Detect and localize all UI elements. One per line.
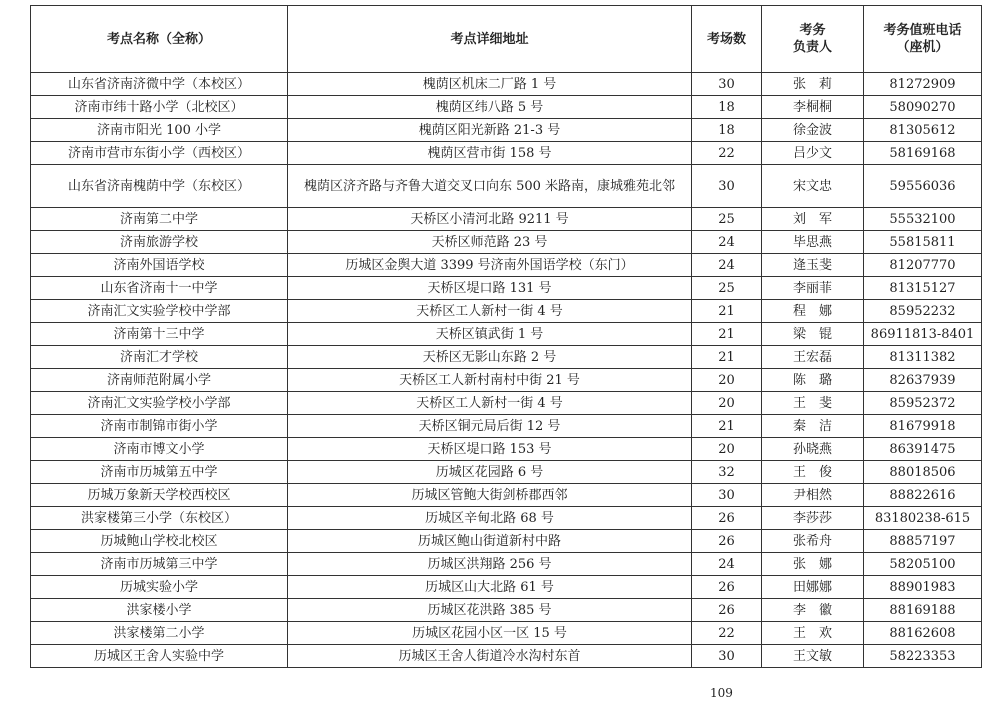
table-row [31, 622, 982, 645]
cell-site-name: 历城区王舍人实验中学 [31, 645, 288, 668]
cell-address: 天桥区镇武街 1 号 [288, 323, 692, 346]
cell-site-name: 济南第十三中学 [31, 323, 288, 346]
cell-duty-phone: 83180238-615 [864, 507, 982, 530]
cell-person-in-charge: 刘 军 [762, 208, 864, 231]
cell-address: 历城区花洪路 385 号 [288, 599, 692, 622]
cell-duty-phone: 81311382 [864, 346, 982, 369]
cell-duty-phone: 81305612 [864, 119, 982, 142]
cell-room-count: 26 [692, 599, 762, 622]
cell-address: 天桥区堤口路 131 号 [288, 277, 692, 300]
cell-address: 槐荫区营市街 158 号 [288, 142, 692, 165]
cell-person-in-charge: 徐金波 [762, 119, 864, 142]
cell-room-count: 25 [692, 208, 762, 231]
cell-site-name: 济南汇文实验学校中学部 [31, 300, 288, 323]
cell-person-in-charge: 宋文忠 [762, 165, 864, 208]
cell-room-count: 26 [692, 530, 762, 553]
cell-duty-phone: 81272909 [864, 73, 982, 96]
cell-room-count: 21 [692, 323, 762, 346]
table-row [31, 119, 982, 142]
cell-person-in-charge: 梁 锟 [762, 323, 864, 346]
table-row [31, 461, 982, 484]
table-row [31, 438, 982, 461]
cell-person-in-charge: 张 莉 [762, 73, 864, 96]
cell-room-count: 20 [692, 369, 762, 392]
table-row [31, 73, 982, 96]
cell-address: 历城区王舍人街道冷水沟村东首 [288, 645, 692, 668]
cell-site-name: 济南汇才学校 [31, 346, 288, 369]
cell-person-in-charge: 张希舟 [762, 530, 864, 553]
cell-room-count: 30 [692, 165, 762, 208]
cell-address: 历城区山大北路 61 号 [288, 576, 692, 599]
header-site-name: 考点名称（全称） [31, 6, 288, 73]
cell-room-count: 21 [692, 300, 762, 323]
cell-room-count: 24 [692, 231, 762, 254]
cell-person-in-charge: 吕少文 [762, 142, 864, 165]
cell-site-name: 济南市阳光 100 小学 [31, 119, 288, 142]
cell-person-in-charge: 程 娜 [762, 300, 864, 323]
cell-room-count: 26 [692, 576, 762, 599]
cell-site-name: 山东省济南济微中学（本校区） [31, 73, 288, 96]
table-row [31, 142, 982, 165]
cell-person-in-charge: 尹相然 [762, 484, 864, 507]
cell-duty-phone: 58205100 [864, 553, 982, 576]
exam-site-table [30, 5, 982, 668]
cell-room-count: 18 [692, 96, 762, 119]
table-body [31, 73, 982, 668]
cell-site-name: 洪家楼第三小学（东校区） [31, 507, 288, 530]
cell-address: 历城区花园小区一区 15 号 [288, 622, 692, 645]
cell-duty-phone: 88857197 [864, 530, 982, 553]
cell-duty-phone: 58090270 [864, 96, 982, 119]
table-row [31, 346, 982, 369]
cell-site-name: 历城万象新天学校西校区 [31, 484, 288, 507]
cell-duty-phone: 58169168 [864, 142, 982, 165]
cell-room-count: 30 [692, 484, 762, 507]
cell-address: 天桥区工人新村南村中街 21 号 [288, 369, 692, 392]
cell-person-in-charge: 王文敏 [762, 645, 864, 668]
header-address: 考点详细地址 [288, 6, 692, 73]
cell-address: 历城区辛甸北路 68 号 [288, 507, 692, 530]
cell-room-count: 30 [692, 645, 762, 668]
page-number: 109 [710, 686, 733, 700]
cell-duty-phone: 82637939 [864, 369, 982, 392]
cell-duty-phone: 88162608 [864, 622, 982, 645]
table-row [31, 415, 982, 438]
cell-duty-phone: 88018506 [864, 461, 982, 484]
cell-duty-phone: 81207770 [864, 254, 982, 277]
cell-person-in-charge: 王宏磊 [762, 346, 864, 369]
cell-duty-phone: 88169188 [864, 599, 982, 622]
cell-person-in-charge: 李桐桐 [762, 96, 864, 119]
cell-site-name: 济南汇文实验学校小学部 [31, 392, 288, 415]
table-row [31, 553, 982, 576]
cell-address: 历城区洪翔路 256 号 [288, 553, 692, 576]
cell-duty-phone: 81315127 [864, 277, 982, 300]
cell-duty-phone: 55532100 [864, 208, 982, 231]
table-row [31, 165, 982, 208]
cell-duty-phone: 86911813-8401 [864, 323, 982, 346]
cell-duty-phone: 58223353 [864, 645, 982, 668]
cell-site-name: 济南外国语学校 [31, 254, 288, 277]
cell-site-name: 山东省济南槐荫中学（东校区） [31, 165, 288, 208]
cell-room-count: 20 [692, 392, 762, 415]
table-row [31, 392, 982, 415]
header-duty-phone: 考务值班电话 （座机） [864, 6, 982, 73]
table-row [31, 323, 982, 346]
cell-room-count: 21 [692, 415, 762, 438]
table-row [31, 254, 982, 277]
table-row [31, 507, 982, 530]
table-row [31, 231, 982, 254]
table-row [31, 300, 982, 323]
cell-duty-phone: 88901983 [864, 576, 982, 599]
cell-address: 历城区花园路 6 号 [288, 461, 692, 484]
cell-duty-phone: 55815811 [864, 231, 982, 254]
cell-duty-phone: 59556036 [864, 165, 982, 208]
table-header-row [31, 6, 982, 73]
cell-site-name: 历城鲍山学校北校区 [31, 530, 288, 553]
table-row [31, 484, 982, 507]
cell-person-in-charge: 田娜娜 [762, 576, 864, 599]
cell-address: 历城区管鲍大街剑桥郡西邻 [288, 484, 692, 507]
cell-address: 天桥区小清河北路 9211 号 [288, 208, 692, 231]
table-row [31, 576, 982, 599]
table-row [31, 599, 982, 622]
cell-person-in-charge: 王 俊 [762, 461, 864, 484]
cell-address: 槐荫区阳光新路 21-3 号 [288, 119, 692, 142]
cell-site-name: 济南市历城第五中学 [31, 461, 288, 484]
cell-person-in-charge: 张 娜 [762, 553, 864, 576]
cell-address: 天桥区工人新村一街 4 号 [288, 300, 692, 323]
table-row [31, 369, 982, 392]
cell-site-name: 济南市营市东街小学（西校区） [31, 142, 288, 165]
cell-person-in-charge: 毕思燕 [762, 231, 864, 254]
cell-site-name: 山东省济南十一中学 [31, 277, 288, 300]
cell-address: 天桥区堤口路 153 号 [288, 438, 692, 461]
cell-site-name: 济南市历城第三中学 [31, 553, 288, 576]
cell-site-name: 洪家楼第二小学 [31, 622, 288, 645]
cell-person-in-charge: 秦 洁 [762, 415, 864, 438]
cell-room-count: 30 [692, 73, 762, 96]
cell-person-in-charge: 李 徽 [762, 599, 864, 622]
cell-room-count: 21 [692, 346, 762, 369]
cell-site-name: 济南旅游学校 [31, 231, 288, 254]
cell-duty-phone: 85952372 [864, 392, 982, 415]
cell-room-count: 22 [692, 142, 762, 165]
cell-room-count: 22 [692, 622, 762, 645]
cell-room-count: 18 [692, 119, 762, 142]
cell-person-in-charge: 陈 璐 [762, 369, 864, 392]
cell-duty-phone: 85952232 [864, 300, 982, 323]
cell-address: 天桥区无影山东路 2 号 [288, 346, 692, 369]
table-row [31, 645, 982, 668]
cell-site-name: 济南市博文小学 [31, 438, 288, 461]
cell-room-count: 26 [692, 507, 762, 530]
cell-site-name: 济南第二中学 [31, 208, 288, 231]
cell-room-count: 24 [692, 254, 762, 277]
cell-duty-phone: 88822616 [864, 484, 982, 507]
cell-address: 槐荫区纬八路 5 号 [288, 96, 692, 119]
cell-duty-phone: 81679918 [864, 415, 982, 438]
header-room-count: 考场数 [692, 6, 762, 73]
cell-site-name: 历城实验小学 [31, 576, 288, 599]
cell-person-in-charge: 李丽菲 [762, 277, 864, 300]
cell-site-name: 济南市纬十路小学（北校区） [31, 96, 288, 119]
cell-address: 槐荫区机床二厂路 1 号 [288, 73, 692, 96]
cell-address: 历城区鲍山街道新村中路 [288, 530, 692, 553]
cell-room-count: 32 [692, 461, 762, 484]
cell-room-count: 24 [692, 553, 762, 576]
table-row [31, 530, 982, 553]
cell-room-count: 25 [692, 277, 762, 300]
cell-site-name: 济南师范附属小学 [31, 369, 288, 392]
cell-site-name: 济南市制锦市街小学 [31, 415, 288, 438]
cell-address: 天桥区铜元局后街 12 号 [288, 415, 692, 438]
cell-room-count: 20 [692, 438, 762, 461]
table-row [31, 96, 982, 119]
cell-person-in-charge: 孙晓燕 [762, 438, 864, 461]
cell-site-name: 洪家楼小学 [31, 599, 288, 622]
cell-address: 历城区金舆大道 3399 号济南外国语学校（东门） [288, 254, 692, 277]
cell-person-in-charge: 王 欢 [762, 622, 864, 645]
cell-person-in-charge: 王 斐 [762, 392, 864, 415]
cell-address: 槐荫区济齐路与齐鲁大道交叉口向东 500 米路南，康城雅苑北邻 [288, 165, 692, 208]
table-row [31, 277, 982, 300]
cell-address: 天桥区师范路 23 号 [288, 231, 692, 254]
cell-duty-phone: 86391475 [864, 438, 982, 461]
header-person-in-charge: 考务 负责人 [762, 6, 864, 73]
cell-person-in-charge: 李莎莎 [762, 507, 864, 530]
cell-address: 天桥区工人新村一街 4 号 [288, 392, 692, 415]
cell-person-in-charge: 逄玉斐 [762, 254, 864, 277]
table-row [31, 208, 982, 231]
